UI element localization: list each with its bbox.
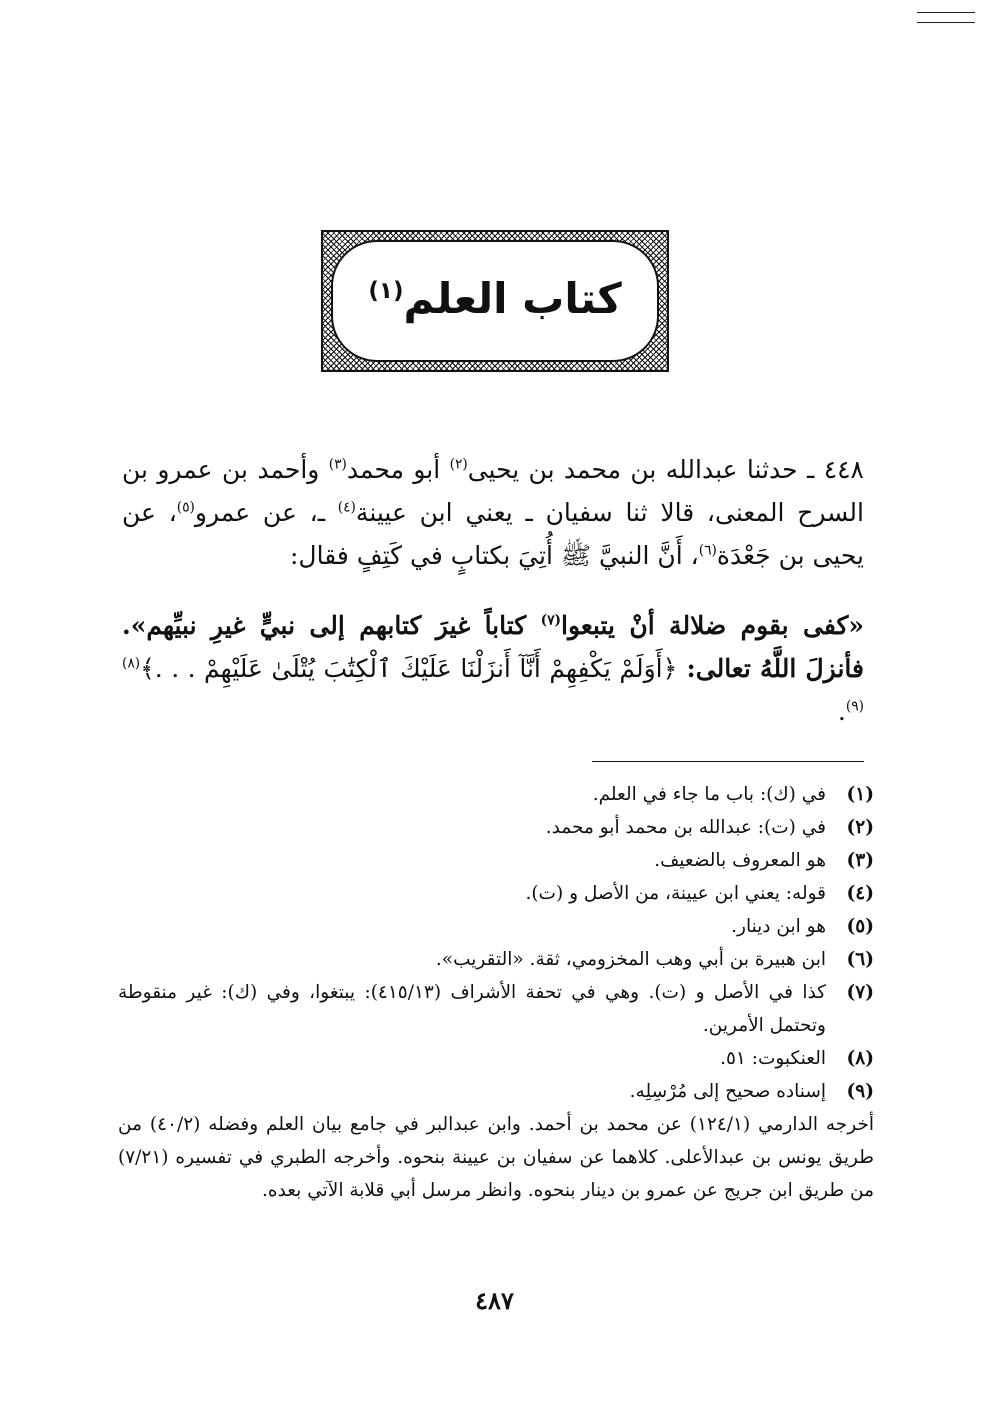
footnote-marker: (٣) [328,456,347,473]
footnote-number: (٣) [846,850,874,871]
footnote [118,844,874,877]
footnote-marker: (٤) [337,499,356,516]
footnote-text: هو ابن دينار. [731,916,826,937]
footnote-continuation: أخرجه الدارمي (١٢٤/١) عن محمد بن أحمد. وابن عبدالبر في جامع بيان العلم وفضله (٤٠/٢) من طريق يونس بن عبدالأعلى. كلاهما عن سفيان بن عيينة بنحوه. وأخرجه الطبري في تفسيره (٧/٢١) من طريق ابن جريج عن عمرو بن دينار بنحوه. وانظر مرسل أبي قلابة الآتي بعده. [118,1114,874,1201]
footnote-number: (٥) [846,916,874,937]
footnote-marker: (٥) [176,499,195,516]
footnote-text: هو المعروف بالضعيف. [654,850,826,871]
isnad-text: ، أَنَّ النبيَّ ﷺ أُتِيَ بكتابٍ في كَتِفٍ فقال: [289,541,699,570]
footnote [118,976,874,1042]
footnote-separator [592,761,864,762]
scan-artifact-line [917,12,975,13]
quran-verse: ﴿أَوَلَمْ يَكْفِهِمْ أَنَّآ أَنزَلْنَا عَلَيْكَ ٱلْكِتَٰبَ يُتْلَىٰ عَلَيْهِمْ . . .﴾ [140,654,678,683]
isnad-text: أبو محمد [346,455,450,484]
footnote [118,1075,874,1108]
isnad-text: ٤٤٨ ـ حدثنا عبدالله بن محمد بن يحيى [467,455,864,484]
footnote [118,943,874,976]
footnote-number: (٦) [846,949,874,970]
title-ornament-frame [321,230,669,372]
footnote-number: (٩) [846,1081,874,1102]
title-cartouche [331,240,659,362]
footnote [118,811,874,844]
footnote-number: (٧) [846,982,874,1003]
chapter-title [368,274,621,323]
footnote [118,778,874,811]
hadith-matn-paragraph [122,604,864,733]
footnote-number: (٢) [846,817,874,838]
matn-text: . [837,697,846,726]
isnad-text: ، عن يحيى بن جَعْدَة [122,498,864,570]
footnote-marker: (٧) [540,612,562,629]
footnote-text: العنكبوت: ٥١. [720,1048,826,1069]
footnote-marker: (٦) [698,542,717,559]
footnote-text: قوله: يعني ابن عيينة، من الأصل و (ت). [525,883,826,904]
footnote-marker: (٨)(٩) [122,655,864,715]
footnote-text: في (ك): باب ما جاء في العلم. [592,784,826,805]
matn-text: كتاباً غيرَ كتابهم إلى نبيٍّ غيرِ نبيِّهم». فأنزلَ اللَّهُ تعالى: [122,611,864,683]
footnote [118,1042,874,1075]
footnote [118,910,874,943]
hadith-isnad-paragraph [122,448,864,577]
footnote-number: (٤) [846,883,874,904]
footnotes-section [118,778,874,1207]
footnote-text: إسناده صحيح إلى مُرْسِلِه. [629,1081,826,1102]
chapter-title-text: كتاب العلم [403,273,622,323]
footnote-marker: (١) [368,277,404,304]
footnote [118,877,874,910]
footnote-number: (٨) [846,1048,874,1069]
isnad-text: ـ، عن عمرو [194,498,338,527]
footnote-number: (١) [846,784,874,805]
footnote-text: في (ت): عبدالله بن محمد أبو محمد. [545,817,826,838]
footnote-text: ابن هبيرة بن أبي وهب المخزومي، ثقة. «التقريب». [435,949,826,970]
page-number: ٤٨٧ [475,1286,514,1315]
scan-artifact-line [917,22,975,23]
matn-text: «كفى بقوم ضلالة أنْ يتبعوا [561,611,864,640]
footnote-text: كذا في الأصل و (ت). وهي في تحفة الأشراف (٤١٥/١٣): يبتغوا، وفي (ك): غير منقوطة وتحتمل الأمرين. [118,982,826,1036]
footnote-marker: (٢) [449,456,468,473]
isnad-text: وأحمد بن عمرو بن السرح المعنى، قالا ثنا سفيان ـ يعني ابن عيينة [122,455,864,527]
